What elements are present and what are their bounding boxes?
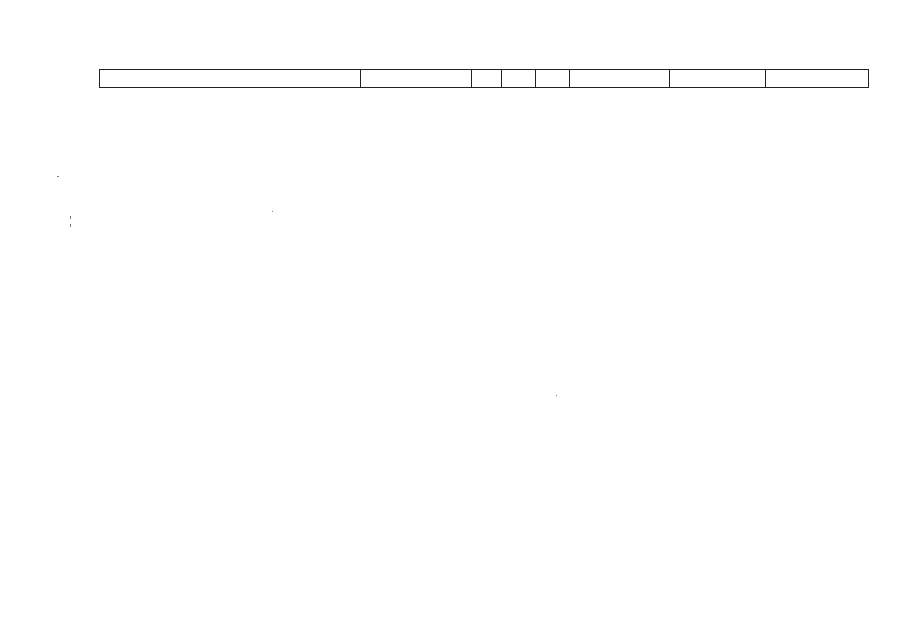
header-2019 [670, 70, 766, 87]
header-vr [536, 70, 570, 87]
scan-speck [556, 395, 557, 396]
header-2020 [766, 70, 868, 87]
table-header [99, 69, 869, 88]
header-name [100, 70, 361, 87]
scan-speck [70, 224, 71, 227]
scan-speck [272, 211, 273, 212]
header-csr [361, 70, 472, 87]
header-2018 [570, 70, 670, 87]
scan-speck [57, 176, 59, 177]
header-pr [502, 70, 536, 87]
scan-speck [70, 216, 71, 219]
header-rz [472, 70, 502, 87]
